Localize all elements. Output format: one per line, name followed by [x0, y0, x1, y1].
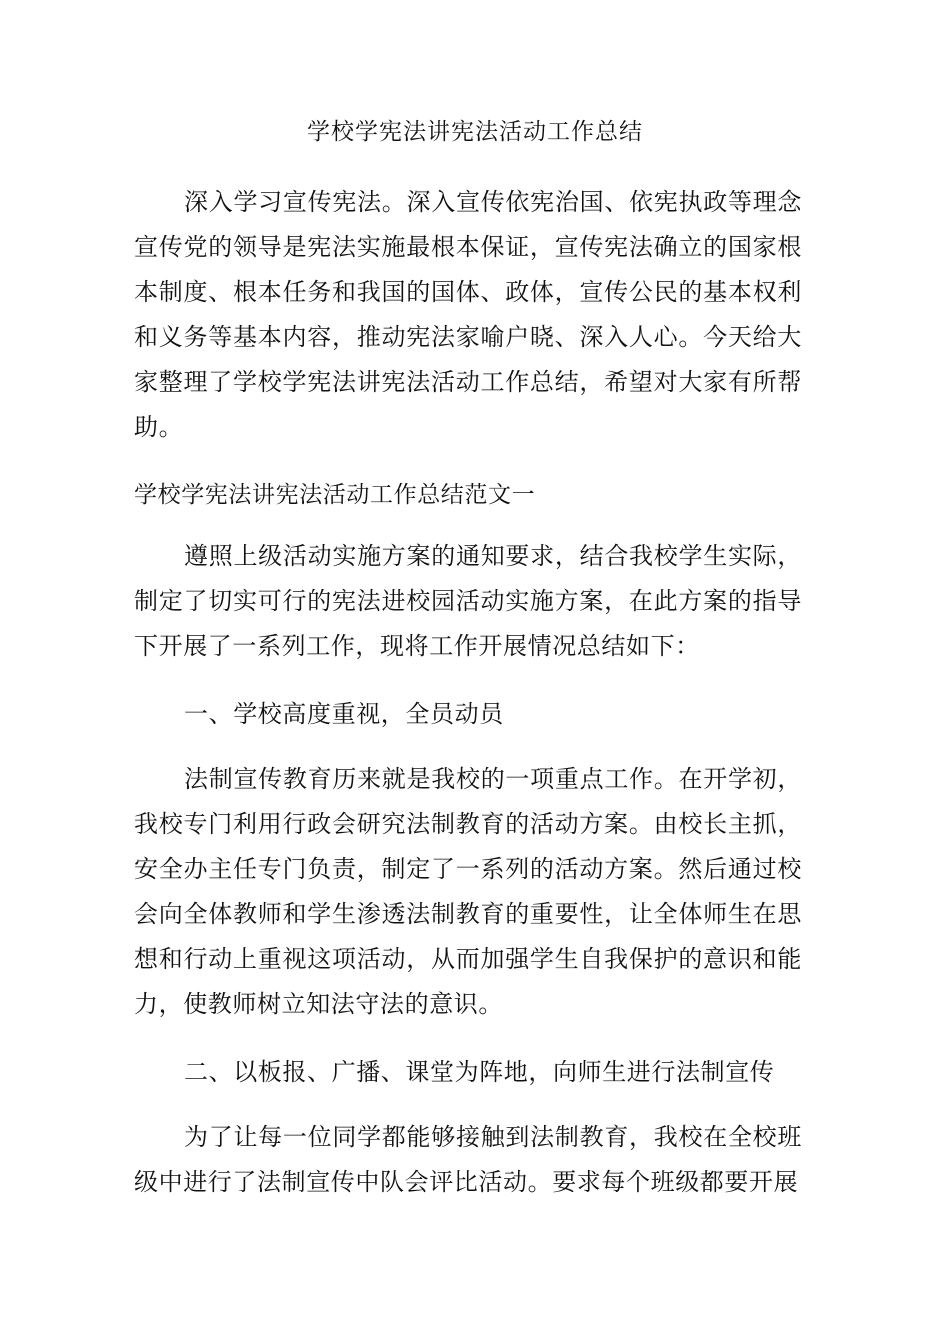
- document-title: 学校学宪法讲宪法活动工作总结: [307, 119, 643, 145]
- sample-heading: 学校学宪法讲宪法活动工作总结范文一: [134, 482, 536, 508]
- paragraph-section-1: 法制宣传教育历来就是我校的一项重点工作。在开学初，我校专门利用行政会研究法制教育的活动方案。由校长主抓，安全办主任专门负责，制定了一系列的活动方案。然后通过校会向全体教师和学生渗透法制教育的重要性，让全体师生在思想和行动上重视这项活动，从而加强学生自我保护的意识和能力，使教师树立知法守法的意识。: [134, 765, 802, 1018]
- section-heading-1: 一、学校高度重视，全员动员: [184, 700, 504, 728]
- intro-paragraph: 深入学习宣传宪法。深入宣传依宪治国、依宪执政等理念宣传党的领导是宪法实施最根本保证，宣传宪法确立的国家根本制度、根本任务和我国的国体、政体，宣传公民的基本权利和义务等基本内容，推动宪法家喻户晓、深入人心。今天给大家整理了学校学宪法讲宪法活动工作总结，希望对大家有所帮助。: [134, 188, 802, 441]
- paragraph-section-2: 为了让每一位同学都能够接触到法制教育，我校在全校班级中进行了法制宣传中队会评比活动。要求每个班级都要开展: [134, 1123, 802, 1196]
- paragraph-overview: 遵照上级活动实施方案的通知要求，结合我校学生实际，制定了切实可行的宪法进校园活动实施方案，在此方案的指导下开展了一系列工作，现将工作开展情况总结如下：: [134, 542, 802, 660]
- section-heading-2: 二、以板报、广播、课堂为阵地，向师生进行法制宣传: [184, 1058, 775, 1086]
